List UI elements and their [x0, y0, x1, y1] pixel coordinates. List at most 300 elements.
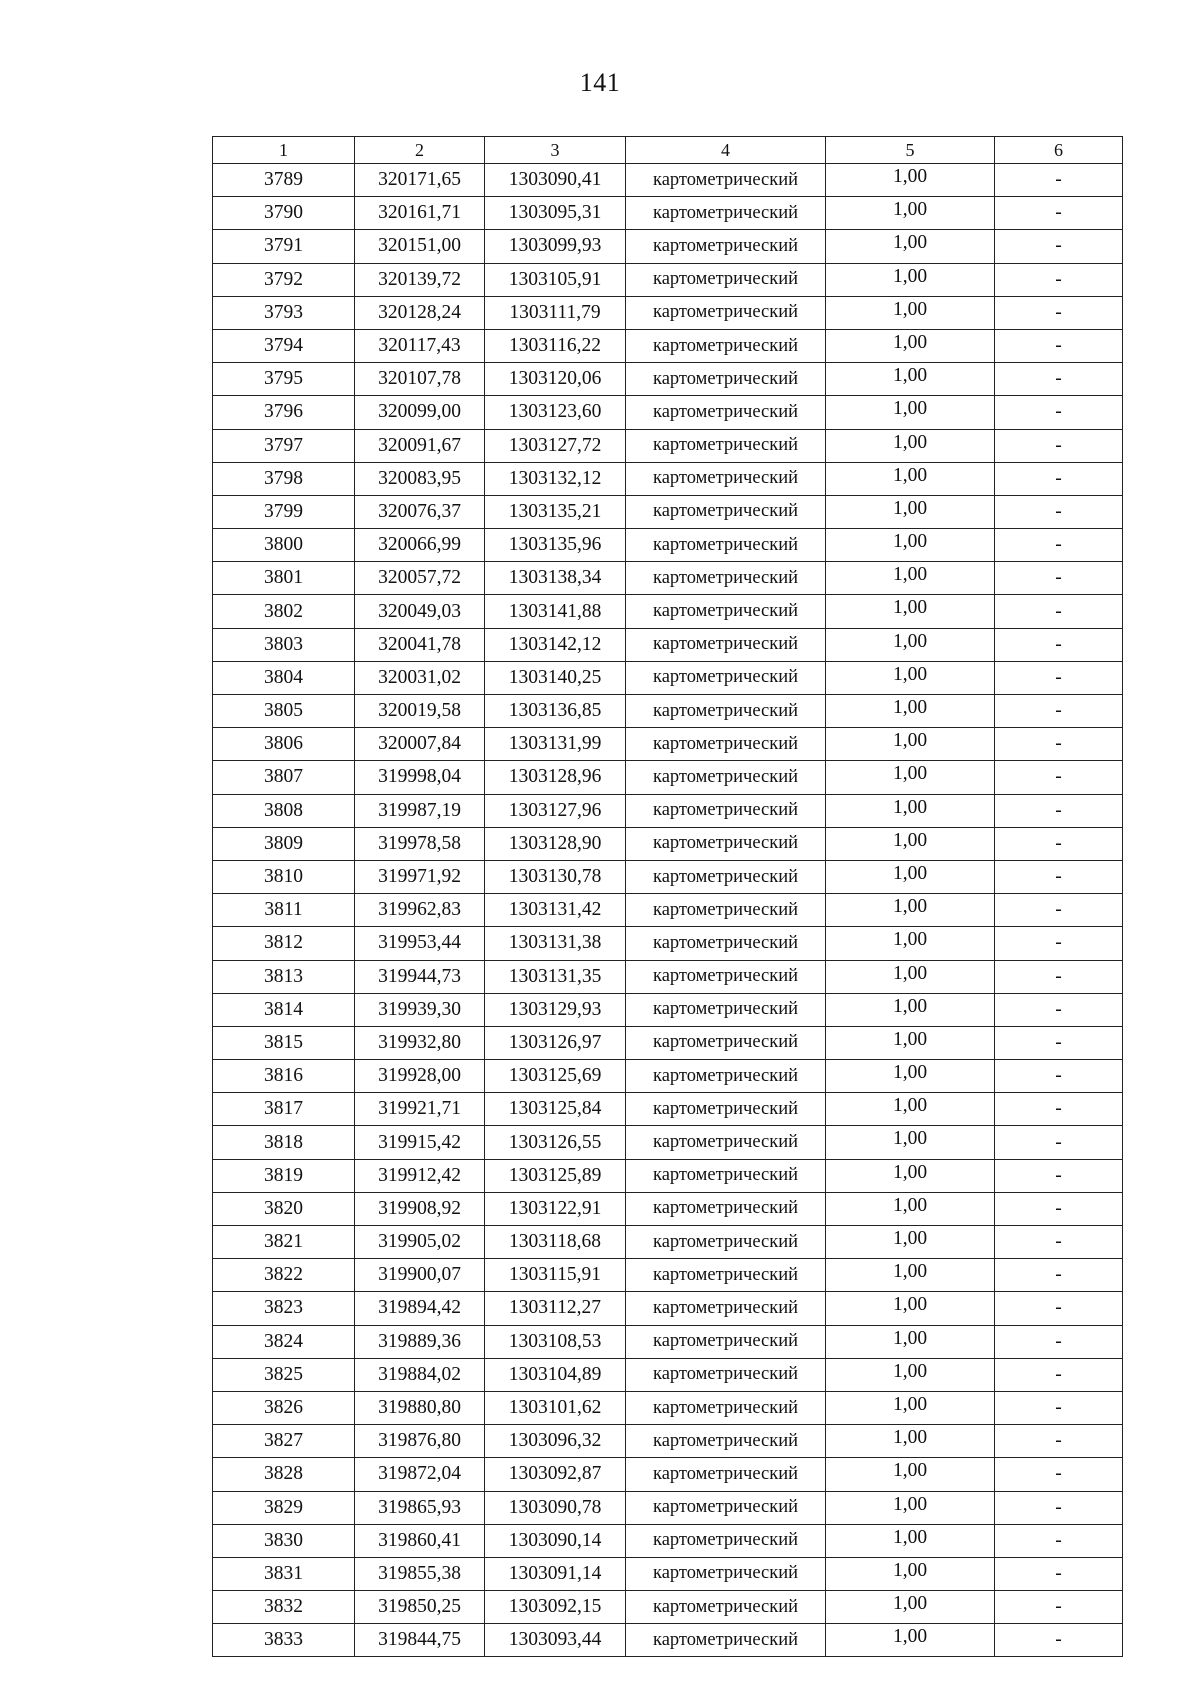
method-cell: картометрический — [626, 794, 826, 827]
point-number-cell: 3820 — [213, 1192, 355, 1225]
y-coordinate-cell: 1303126,55 — [485, 1126, 626, 1159]
y-coordinate-cell: 1303125,89 — [485, 1159, 626, 1192]
note-cell: - — [995, 1325, 1123, 1358]
header-col-6: 6 — [995, 137, 1123, 164]
y-coordinate-cell: 1303095,31 — [485, 197, 626, 230]
note-cell: - — [995, 1159, 1123, 1192]
accuracy-cell: 1,00 — [826, 429, 995, 462]
note-cell: - — [995, 462, 1123, 495]
table-row — [213, 263, 1123, 296]
y-coordinate-cell: 1303131,99 — [485, 728, 626, 761]
y-coordinate-cell: 1303105,91 — [485, 263, 626, 296]
x-coordinate-cell: 320091,67 — [355, 429, 485, 462]
header-col-2: 2 — [355, 137, 485, 164]
accuracy-cell: 1,00 — [826, 1192, 995, 1225]
accuracy-cell: 1,00 — [826, 296, 995, 329]
point-number-cell: 3828 — [213, 1458, 355, 1491]
point-number-cell: 3811 — [213, 894, 355, 927]
point-number-cell: 3816 — [213, 1060, 355, 1093]
table-row — [213, 329, 1123, 362]
method-cell: картометрический — [626, 363, 826, 396]
method-cell: картометрический — [626, 1126, 826, 1159]
accuracy-cell: 1,00 — [826, 761, 995, 794]
method-cell: картометрический — [626, 960, 826, 993]
y-coordinate-cell: 1303123,60 — [485, 396, 626, 429]
note-cell: - — [995, 993, 1123, 1026]
x-coordinate-cell: 319844,75 — [355, 1624, 485, 1657]
point-number-cell: 3792 — [213, 263, 355, 296]
method-cell: картометрический — [626, 1026, 826, 1059]
accuracy-cell: 1,00 — [826, 495, 995, 528]
x-coordinate-cell: 319962,83 — [355, 894, 485, 927]
x-coordinate-cell: 320066,99 — [355, 529, 485, 562]
point-number-cell: 3821 — [213, 1226, 355, 1259]
y-coordinate-cell: 1303096,32 — [485, 1425, 626, 1458]
y-coordinate-cell: 1303099,93 — [485, 230, 626, 263]
note-cell: - — [995, 960, 1123, 993]
note-cell: - — [995, 1060, 1123, 1093]
note-cell: - — [995, 1259, 1123, 1292]
x-coordinate-cell: 320117,43 — [355, 329, 485, 362]
table-row — [213, 993, 1123, 1026]
note-cell: - — [995, 860, 1123, 893]
table-row — [213, 1259, 1123, 1292]
x-coordinate-cell: 320139,72 — [355, 263, 485, 296]
note-cell: - — [995, 1358, 1123, 1391]
point-number-cell: 3789 — [213, 164, 355, 197]
table-row — [213, 429, 1123, 462]
point-number-cell: 3831 — [213, 1557, 355, 1590]
table-row — [213, 495, 1123, 528]
note-cell: - — [995, 363, 1123, 396]
point-number-cell: 3799 — [213, 495, 355, 528]
point-number-cell: 3812 — [213, 927, 355, 960]
y-coordinate-cell: 1303135,96 — [485, 529, 626, 562]
accuracy-cell: 1,00 — [826, 1624, 995, 1657]
y-coordinate-cell: 1303112,27 — [485, 1292, 626, 1325]
point-number-cell: 3805 — [213, 695, 355, 728]
y-coordinate-cell: 1303090,41 — [485, 164, 626, 197]
table-row — [213, 661, 1123, 694]
point-number-cell: 3817 — [213, 1093, 355, 1126]
point-number-cell: 3830 — [213, 1524, 355, 1557]
method-cell: картометрический — [626, 429, 826, 462]
table-row — [213, 462, 1123, 495]
point-number-cell: 3798 — [213, 462, 355, 495]
y-coordinate-cell: 1303092,15 — [485, 1591, 626, 1624]
page-number: 141 — [579, 68, 621, 97]
x-coordinate-cell: 320107,78 — [355, 363, 485, 396]
y-coordinate-cell: 1303130,78 — [485, 860, 626, 893]
x-coordinate-cell: 320031,02 — [355, 661, 485, 694]
method-cell: картометрический — [626, 1358, 826, 1391]
y-coordinate-cell: 1303140,25 — [485, 661, 626, 694]
table-row — [213, 230, 1123, 263]
header-col-3: 3 — [485, 137, 626, 164]
x-coordinate-cell: 319939,30 — [355, 993, 485, 1026]
note-cell: - — [995, 1458, 1123, 1491]
point-number-cell: 3793 — [213, 296, 355, 329]
y-coordinate-cell: 1303128,96 — [485, 761, 626, 794]
accuracy-cell: 1,00 — [826, 529, 995, 562]
note-cell: - — [995, 1591, 1123, 1624]
note-cell: - — [995, 827, 1123, 860]
point-number-cell: 3791 — [213, 230, 355, 263]
note-cell: - — [995, 595, 1123, 628]
accuracy-cell: 1,00 — [826, 993, 995, 1026]
y-coordinate-cell: 1303118,68 — [485, 1226, 626, 1259]
table-row — [213, 860, 1123, 893]
x-coordinate-cell: 320007,84 — [355, 728, 485, 761]
accuracy-cell: 1,00 — [826, 1159, 995, 1192]
y-coordinate-cell: 1303111,79 — [485, 296, 626, 329]
note-cell: - — [995, 263, 1123, 296]
method-cell: картометрический — [626, 1159, 826, 1192]
method-cell: картометрический — [626, 1292, 826, 1325]
method-cell: картометрический — [626, 197, 826, 230]
y-coordinate-cell: 1303131,38 — [485, 927, 626, 960]
accuracy-cell: 1,00 — [826, 595, 995, 628]
y-coordinate-cell: 1303136,85 — [485, 695, 626, 728]
note-cell: - — [995, 1292, 1123, 1325]
table-row — [213, 1325, 1123, 1358]
point-number-cell: 3815 — [213, 1026, 355, 1059]
coordinates-table — [212, 136, 1123, 1657]
x-coordinate-cell: 319905,02 — [355, 1226, 485, 1259]
x-coordinate-cell: 319865,93 — [355, 1491, 485, 1524]
table-row — [213, 1292, 1123, 1325]
table-row — [213, 794, 1123, 827]
method-cell: картометрический — [626, 230, 826, 263]
table-row — [213, 164, 1123, 197]
accuracy-cell: 1,00 — [826, 927, 995, 960]
table-row — [213, 1524, 1123, 1557]
method-cell: картометрический — [626, 1226, 826, 1259]
table-row — [213, 1425, 1123, 1458]
point-number-cell: 3819 — [213, 1159, 355, 1192]
accuracy-cell: 1,00 — [826, 960, 995, 993]
x-coordinate-cell: 319900,07 — [355, 1259, 485, 1292]
point-number-cell: 3794 — [213, 329, 355, 362]
y-coordinate-cell: 1303108,53 — [485, 1325, 626, 1358]
method-cell: картометрический — [626, 993, 826, 1026]
note-cell: - — [995, 1226, 1123, 1259]
accuracy-cell: 1,00 — [826, 728, 995, 761]
method-cell: картометрический — [626, 1591, 826, 1624]
point-number-cell: 3797 — [213, 429, 355, 462]
y-coordinate-cell: 1303090,78 — [485, 1491, 626, 1524]
table-row — [213, 197, 1123, 230]
method-cell: картометрический — [626, 1524, 826, 1557]
accuracy-cell: 1,00 — [826, 1524, 995, 1557]
note-cell: - — [995, 1524, 1123, 1557]
note-cell: - — [995, 1126, 1123, 1159]
note-cell: - — [995, 197, 1123, 230]
accuracy-cell: 1,00 — [826, 164, 995, 197]
x-coordinate-cell: 319978,58 — [355, 827, 485, 860]
table-body — [213, 164, 1123, 1657]
x-coordinate-cell: 319953,44 — [355, 927, 485, 960]
point-number-cell: 3829 — [213, 1491, 355, 1524]
y-coordinate-cell: 1303104,89 — [485, 1358, 626, 1391]
method-cell: картометрический — [626, 1557, 826, 1590]
x-coordinate-cell: 320041,78 — [355, 628, 485, 661]
point-number-cell: 3809 — [213, 827, 355, 860]
table-row — [213, 927, 1123, 960]
table-row — [213, 396, 1123, 429]
note-cell: - — [995, 661, 1123, 694]
accuracy-cell: 1,00 — [826, 695, 995, 728]
note-cell: - — [995, 429, 1123, 462]
table-row — [213, 761, 1123, 794]
accuracy-cell: 1,00 — [826, 329, 995, 362]
x-coordinate-cell: 319944,73 — [355, 960, 485, 993]
accuracy-cell: 1,00 — [826, 263, 995, 296]
table-row — [213, 562, 1123, 595]
y-coordinate-cell: 1303135,21 — [485, 495, 626, 528]
note-cell: - — [995, 628, 1123, 661]
method-cell: картометрический — [626, 927, 826, 960]
accuracy-cell: 1,00 — [826, 1026, 995, 1059]
table-row — [213, 695, 1123, 728]
x-coordinate-cell: 319912,42 — [355, 1159, 485, 1192]
note-cell: - — [995, 529, 1123, 562]
point-number-cell: 3795 — [213, 363, 355, 396]
point-number-cell: 3800 — [213, 529, 355, 562]
table-row — [213, 595, 1123, 628]
method-cell: картометрический — [626, 263, 826, 296]
note-cell: - — [995, 296, 1123, 329]
method-cell: картометрический — [626, 1458, 826, 1491]
point-number-cell: 3822 — [213, 1259, 355, 1292]
method-cell: картометрический — [626, 1325, 826, 1358]
table-row — [213, 1126, 1123, 1159]
x-coordinate-cell: 319872,04 — [355, 1458, 485, 1491]
y-coordinate-cell: 1303116,22 — [485, 329, 626, 362]
method-cell: картометрический — [626, 1093, 826, 1126]
y-coordinate-cell: 1303101,62 — [485, 1391, 626, 1424]
note-cell: - — [995, 1624, 1123, 1657]
accuracy-cell: 1,00 — [826, 1391, 995, 1424]
x-coordinate-cell: 320076,37 — [355, 495, 485, 528]
point-number-cell: 3796 — [213, 396, 355, 429]
x-coordinate-cell: 320161,71 — [355, 197, 485, 230]
method-cell: картометрический — [626, 1391, 826, 1424]
point-number-cell: 3803 — [213, 628, 355, 661]
y-coordinate-cell: 1303122,91 — [485, 1192, 626, 1225]
accuracy-cell: 1,00 — [826, 827, 995, 860]
table-row — [213, 628, 1123, 661]
x-coordinate-cell: 320019,58 — [355, 695, 485, 728]
note-cell: - — [995, 1026, 1123, 1059]
table-row — [213, 894, 1123, 927]
y-coordinate-cell: 1303128,90 — [485, 827, 626, 860]
point-number-cell: 3804 — [213, 661, 355, 694]
accuracy-cell: 1,00 — [826, 860, 995, 893]
note-cell: - — [995, 164, 1123, 197]
method-cell: картометрический — [626, 894, 826, 927]
x-coordinate-cell: 320151,00 — [355, 230, 485, 263]
accuracy-cell: 1,00 — [826, 1093, 995, 1126]
y-coordinate-cell: 1303138,34 — [485, 562, 626, 595]
note-cell: - — [995, 396, 1123, 429]
table-row — [213, 827, 1123, 860]
method-cell: картометрический — [626, 728, 826, 761]
note-cell: - — [995, 761, 1123, 794]
table-row — [213, 1358, 1123, 1391]
note-cell: - — [995, 894, 1123, 927]
point-number-cell: 3790 — [213, 197, 355, 230]
x-coordinate-cell: 319998,04 — [355, 761, 485, 794]
method-cell: картометрический — [626, 529, 826, 562]
note-cell: - — [995, 1557, 1123, 1590]
point-number-cell: 3801 — [213, 562, 355, 595]
accuracy-cell: 1,00 — [826, 230, 995, 263]
method-cell: картометрический — [626, 761, 826, 794]
y-coordinate-cell: 1303141,88 — [485, 595, 626, 628]
x-coordinate-cell: 319894,42 — [355, 1292, 485, 1325]
x-coordinate-cell: 319884,02 — [355, 1358, 485, 1391]
accuracy-cell: 1,00 — [826, 1491, 995, 1524]
x-coordinate-cell: 320171,65 — [355, 164, 485, 197]
x-coordinate-cell: 319880,80 — [355, 1391, 485, 1424]
y-coordinate-cell: 1303090,14 — [485, 1524, 626, 1557]
point-number-cell: 3802 — [213, 595, 355, 628]
table-row — [213, 1624, 1123, 1657]
header-col-5: 5 — [826, 137, 995, 164]
note-cell: - — [995, 1391, 1123, 1424]
table-row — [213, 1192, 1123, 1225]
y-coordinate-cell: 1303127,96 — [485, 794, 626, 827]
point-number-cell: 3814 — [213, 993, 355, 1026]
accuracy-cell: 1,00 — [826, 1458, 995, 1491]
table-header — [213, 137, 1123, 164]
note-cell: - — [995, 329, 1123, 362]
method-cell: картометрический — [626, 1491, 826, 1524]
accuracy-cell: 1,00 — [826, 894, 995, 927]
point-number-cell: 3807 — [213, 761, 355, 794]
method-cell: картометрический — [626, 495, 826, 528]
method-cell: картометрический — [626, 595, 826, 628]
x-coordinate-cell: 319889,36 — [355, 1325, 485, 1358]
method-cell: картометрический — [626, 296, 826, 329]
accuracy-cell: 1,00 — [826, 1292, 995, 1325]
accuracy-cell: 1,00 — [826, 1060, 995, 1093]
x-coordinate-cell: 319915,42 — [355, 1126, 485, 1159]
accuracy-cell: 1,00 — [826, 1259, 995, 1292]
y-coordinate-cell: 1303125,84 — [485, 1093, 626, 1126]
method-cell: картометрический — [626, 860, 826, 893]
table-row — [213, 728, 1123, 761]
y-coordinate-cell: 1303132,12 — [485, 462, 626, 495]
accuracy-cell: 1,00 — [826, 197, 995, 230]
note-cell: - — [995, 1491, 1123, 1524]
point-number-cell: 3824 — [213, 1325, 355, 1358]
accuracy-cell: 1,00 — [826, 1358, 995, 1391]
table-row — [213, 1226, 1123, 1259]
method-cell: картометрический — [626, 462, 826, 495]
method-cell: картометрический — [626, 1624, 826, 1657]
x-coordinate-cell: 320049,03 — [355, 595, 485, 628]
header-row — [213, 137, 1123, 164]
point-number-cell: 3808 — [213, 794, 355, 827]
table-row — [213, 296, 1123, 329]
note-cell: - — [995, 728, 1123, 761]
table-row — [213, 1391, 1123, 1424]
method-cell: картометрический — [626, 661, 826, 694]
table-row — [213, 1458, 1123, 1491]
table-row — [213, 960, 1123, 993]
y-coordinate-cell: 1303120,06 — [485, 363, 626, 396]
table-row — [213, 1491, 1123, 1524]
accuracy-cell: 1,00 — [826, 363, 995, 396]
x-coordinate-cell: 319987,19 — [355, 794, 485, 827]
method-cell: картометрический — [626, 827, 826, 860]
table-row — [213, 1159, 1123, 1192]
point-number-cell: 3833 — [213, 1624, 355, 1657]
point-number-cell: 3825 — [213, 1358, 355, 1391]
note-cell: - — [995, 1093, 1123, 1126]
accuracy-cell: 1,00 — [826, 628, 995, 661]
y-coordinate-cell: 1303093,44 — [485, 1624, 626, 1657]
x-coordinate-cell: 319921,71 — [355, 1093, 485, 1126]
accuracy-cell: 1,00 — [826, 661, 995, 694]
accuracy-cell: 1,00 — [826, 462, 995, 495]
accuracy-cell: 1,00 — [826, 1557, 995, 1590]
point-number-cell: 3826 — [213, 1391, 355, 1424]
x-coordinate-cell: 319928,00 — [355, 1060, 485, 1093]
point-number-cell: 3810 — [213, 860, 355, 893]
method-cell: картометрический — [626, 1192, 826, 1225]
point-number-cell: 3823 — [213, 1292, 355, 1325]
table-row — [213, 1060, 1123, 1093]
header-col-1: 1 — [213, 137, 355, 164]
note-cell: - — [995, 1425, 1123, 1458]
accuracy-cell: 1,00 — [826, 396, 995, 429]
note-cell: - — [995, 1192, 1123, 1225]
y-coordinate-cell: 1303125,69 — [485, 1060, 626, 1093]
method-cell: картометрический — [626, 396, 826, 429]
y-coordinate-cell: 1303115,91 — [485, 1259, 626, 1292]
x-coordinate-cell: 319850,25 — [355, 1591, 485, 1624]
y-coordinate-cell: 1303127,72 — [485, 429, 626, 462]
point-number-cell: 3832 — [213, 1591, 355, 1624]
y-coordinate-cell: 1303126,97 — [485, 1026, 626, 1059]
x-coordinate-cell: 319855,38 — [355, 1557, 485, 1590]
method-cell: картометрический — [626, 164, 826, 197]
accuracy-cell: 1,00 — [826, 1226, 995, 1259]
note-cell: - — [995, 695, 1123, 728]
point-number-cell: 3806 — [213, 728, 355, 761]
y-coordinate-cell: 1303129,93 — [485, 993, 626, 1026]
method-cell: картометрический — [626, 1425, 826, 1458]
x-coordinate-cell: 319876,80 — [355, 1425, 485, 1458]
method-cell: картометрический — [626, 628, 826, 661]
table-row — [213, 1026, 1123, 1059]
accuracy-cell: 1,00 — [826, 1591, 995, 1624]
accuracy-cell: 1,00 — [826, 562, 995, 595]
header-col-4: 4 — [626, 137, 826, 164]
x-coordinate-cell: 320128,24 — [355, 296, 485, 329]
table-row — [213, 1093, 1123, 1126]
method-cell: картометрический — [626, 695, 826, 728]
table-row — [213, 529, 1123, 562]
y-coordinate-cell: 1303091,14 — [485, 1557, 626, 1590]
method-cell: картометрический — [626, 562, 826, 595]
table-row — [213, 1591, 1123, 1624]
method-cell: картометрический — [626, 1259, 826, 1292]
accuracy-cell: 1,00 — [826, 794, 995, 827]
